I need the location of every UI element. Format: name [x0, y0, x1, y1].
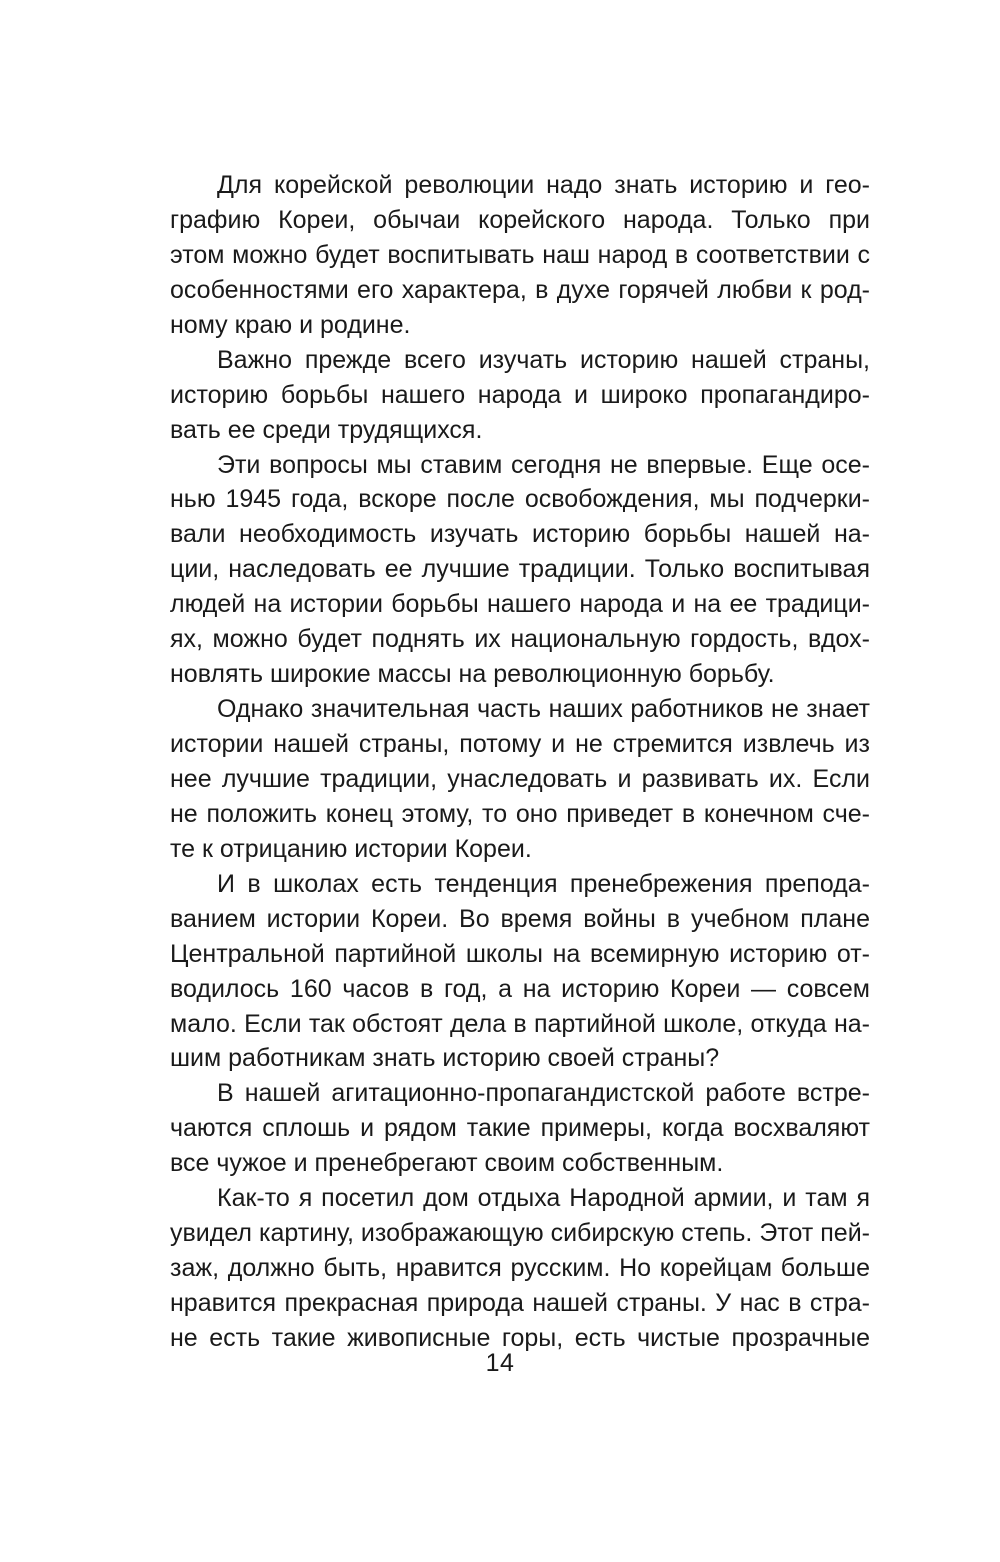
text-line: И в школах есть тенденция пренебрежения препода-: [217, 869, 870, 898]
paragraph: [170, 168, 870, 343]
body-text: [170, 168, 870, 1356]
paragraph: [170, 448, 870, 693]
text-line: нью 1945 года, вскоре после освобождения, мы подчерки-: [170, 485, 870, 514]
text-line: вали необходимость изучать историю борьбы нашей на-: [170, 520, 870, 549]
text-line: нравится прекрасная природа нашей страны. У нас в стра-: [170, 1289, 870, 1317]
text-line: В нашей агитационно-пропагандистской работе встре-: [217, 1079, 870, 1108]
paragraph: [170, 867, 870, 1077]
text-line: шим работникам знать историю своей страны?: [170, 1044, 720, 1073]
text-line: графию Кореи, обычаи корейского народа. Только при: [170, 205, 870, 234]
text-line: ях, можно будет поднять их национальную гордость, вдох-: [170, 625, 870, 654]
text-line: людей на истории борьбы нашего народа и на ее традици-: [170, 590, 870, 619]
text-line: увидел картину, изображающую сибирскую степь. Этот пей-: [170, 1219, 870, 1248]
text-line: этом можно будет воспитывать наш народ в соответствии с: [170, 240, 870, 269]
text-line: не есть такие живописные горы, есть чистые прозрачные: [170, 1323, 870, 1352]
text-line: Однако значительная часть наших работников не знает: [217, 695, 870, 724]
text-line: нее лучшие традиции, унаследовать и развивать их. Если: [170, 764, 870, 793]
text-line: Эти вопросы мы ставим сегодня не впервые. Еще осе-: [217, 450, 870, 479]
text-line: ному краю и родине.: [170, 310, 411, 339]
text-line: те к отрицанию истории Кореи.: [170, 834, 532, 863]
text-line: Как-то я посетил дом отдыха Народной армии, и там я: [217, 1184, 870, 1213]
paragraph: [170, 343, 870, 448]
text-line: ции, наследовать ее лучшие традиции. Только воспитывая: [170, 555, 870, 584]
paragraph: [170, 1181, 870, 1356]
text-line: заж, должно быть, нравится русским. Но корейцам больше: [170, 1254, 870, 1283]
text-line: чаются сплошь и рядом такие примеры, когда восхваляют: [170, 1114, 870, 1143]
text-line: не положить конец этому, то оно приведет в конечном сче-: [170, 799, 870, 828]
text-line: все чужое и пренебрегают своим собственным.: [170, 1149, 724, 1178]
text-line: истории нашей страны, потому и не стремится извлечь из: [170, 730, 870, 758]
text-line: мало. Если так обстоят дела в партийной школе, откуда на-: [170, 1009, 870, 1038]
text-line: особенностями его характера, в духе горячей любви к род-: [170, 275, 870, 304]
text-line: Центральной партийной школы на всемирную историю от-: [170, 939, 870, 968]
text-line: новлять широкие массы на революционную борьбу.: [170, 660, 775, 689]
text-line: историю борьбы нашего народа и широко пропагандиро-: [170, 380, 870, 409]
paragraph: [170, 692, 870, 867]
text-line: Для корейской революции надо знать историю и гео-: [217, 171, 870, 199]
page-number: 14: [485, 1349, 515, 1377]
text-line: водилось 160 часов в год, а на историю Кореи — совсем: [170, 974, 870, 1003]
text-line: вать ее среди трудящихся.: [170, 415, 483, 444]
text-line: Важно прежде всего изучать историю нашей страны,: [217, 345, 870, 374]
text-line: ванием истории Кореи. Во время войны в учебном плане: [170, 904, 870, 933]
paragraph: [170, 1076, 870, 1181]
